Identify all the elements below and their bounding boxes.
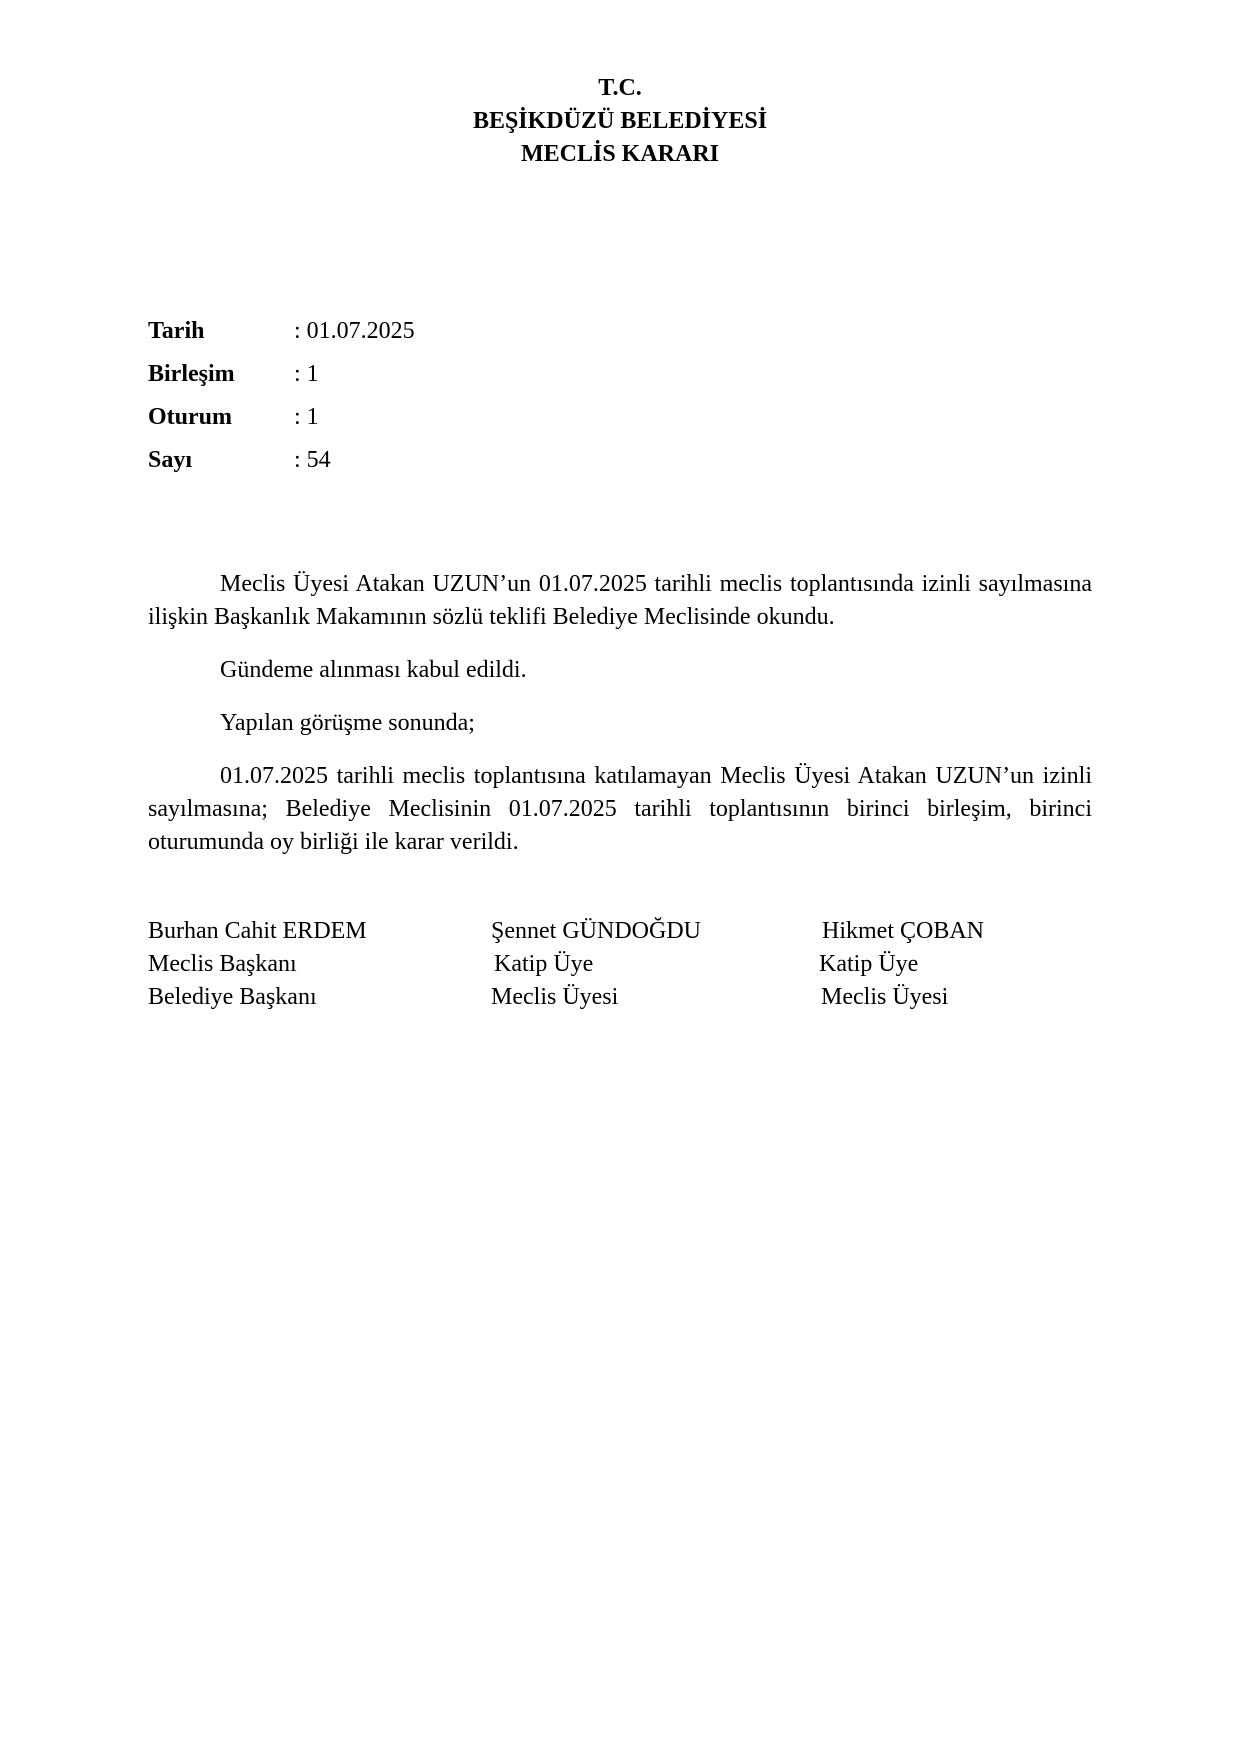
body-paragraph: Yapılan görüşme sonunda;: [220, 710, 475, 736]
header-decision-title: MECLİS KARARI: [520, 141, 720, 167]
meta-row-session: [148, 357, 415, 400]
meta-label: Tarih: [148, 318, 205, 344]
meta-label: Sayı: [148, 447, 193, 473]
signature-block-clerk-2: [819, 915, 984, 1014]
meta-row-date: [148, 314, 415, 357]
signatory-name: Burhan Cahit ERDEM: [148, 918, 367, 944]
header-country: T.C.: [598, 75, 642, 101]
meta-value: : 54: [294, 447, 331, 473]
meta-value: : 01.07.2025: [294, 318, 415, 344]
signatory-role: Meclis Üyesi: [491, 984, 619, 1010]
signature-block-clerk-1: [491, 915, 701, 1014]
signatory-role: Katip Üye: [494, 951, 594, 977]
signature-block-chair: [148, 915, 367, 1014]
body-paragraph: Meclis Üyesi Atakan UZUN’un 01.07.2025 tarihli meclis toplantısında izinli sayılmasına ilişkin Başkanlık Makamının sözlü teklifi Belediye Meclisinde okundu.: [148, 571, 1092, 630]
meta-value: : 1: [294, 404, 319, 430]
body-paragraph: Gündeme alınması kabul edildi.: [220, 657, 527, 683]
meta-label: Birleşim: [148, 361, 235, 387]
meta-row-sitting: [148, 400, 415, 443]
decision-meta: [148, 314, 415, 486]
signatory-role: Meclis Üyesi: [821, 984, 949, 1010]
meta-row-number: [148, 443, 415, 486]
meta-value: : 1: [294, 361, 319, 387]
signatory-name: Şennet GÜNDOĞDU: [491, 918, 701, 944]
signatory-name: Hikmet ÇOBAN: [822, 918, 984, 944]
signatory-role: Meclis Başkanı: [148, 951, 297, 977]
meta-label: Oturum: [148, 404, 232, 430]
body-paragraph: 01.07.2025 tarihli meclis toplantısına katılamayan Meclis Üyesi Atakan UZUN’un izinli sayılmasına; Belediye Meclisinin 01.07.2025 tarihli toplantısının birinci birleşim, birinci oturumunda oy birliği ile karar verildi.: [148, 763, 1092, 855]
decision-body: [148, 568, 1092, 879]
signatory-role: Katip Üye: [819, 951, 919, 977]
header-municipality: BEŞİKDÜZÜ BELEDİYESİ: [472, 108, 768, 134]
document-header: [0, 72, 1240, 171]
signatory-role: Belediye Başkanı: [148, 984, 317, 1010]
